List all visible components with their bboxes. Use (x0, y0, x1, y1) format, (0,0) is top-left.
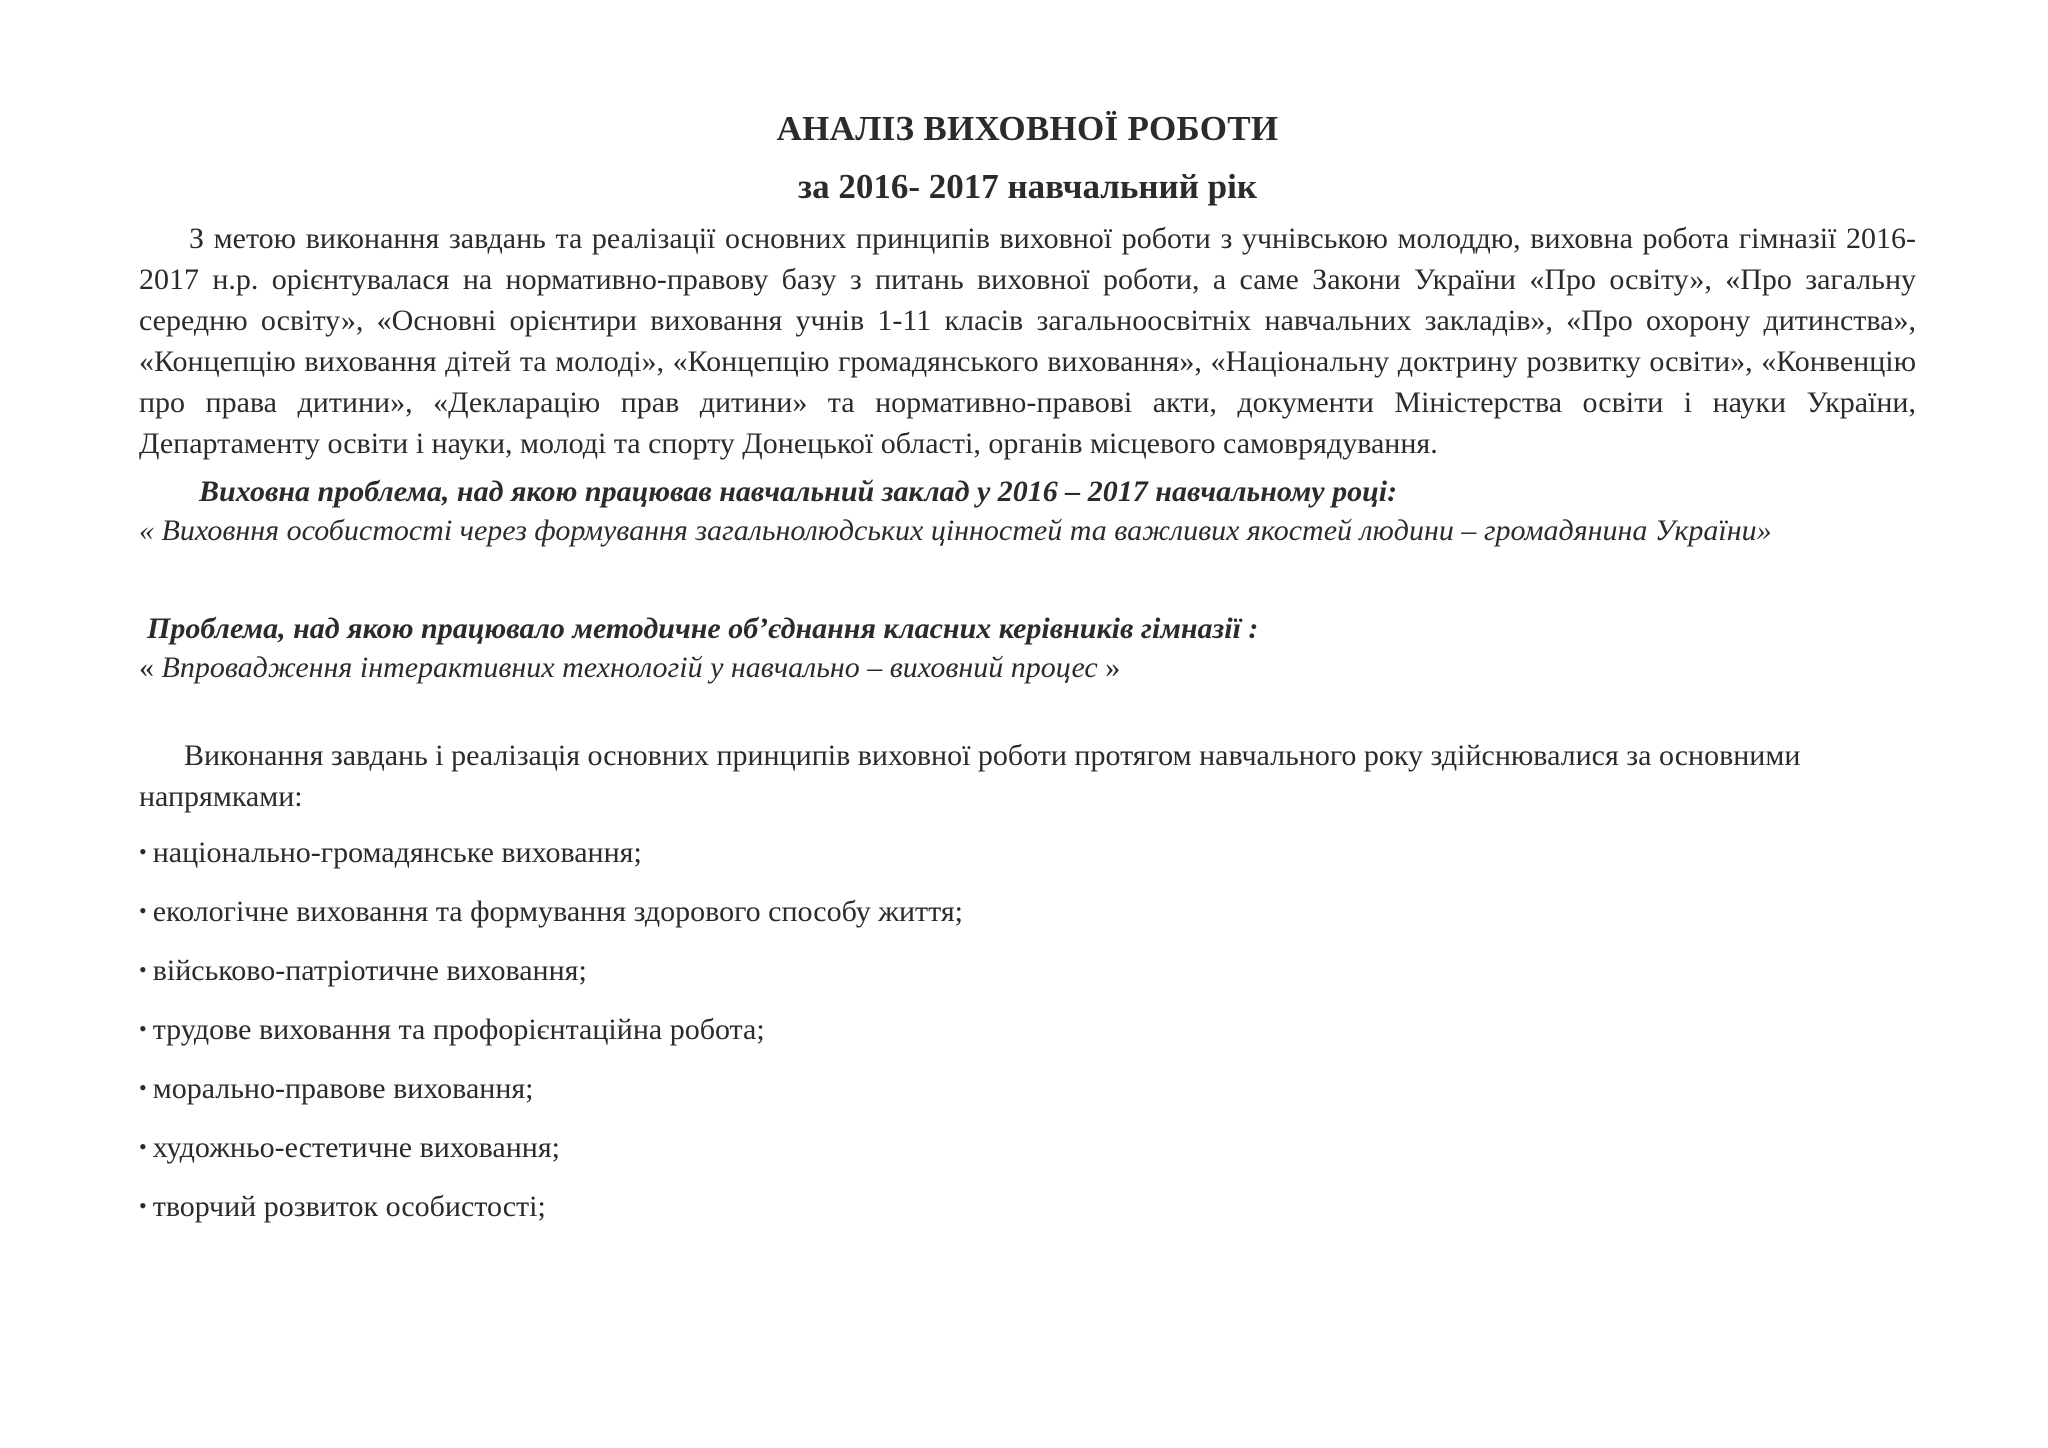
list-item (139, 833, 1916, 872)
bullet-icon: • (139, 1016, 147, 1041)
list-item (139, 1128, 1916, 1167)
intro-paragraph: З метою виконання завдань та реалізації основних принципів виховної роботи з учнівською молоддю, виховна робота гімназії 2016-2017 н.р. орієнтувалася на нормативно-правову базу з питань виховної роботи, а саме Закони України «Про освіту», «Про загальну середню освіту», «Основні орієнтири виховання учнів 1-11 класів загальноосвітніх навчальних закладів», «Про охорону дитинства», «Концепцію виховання дітей та молоді», «Концепцію громадянського виховання», «Національну доктрину розвитку освіти», «Конвенцію про права дитини», «Декларацію прав дитини» та нормативно-правові акти, документи Міністерства освіти і науки України, Департаменту освіти і науки, молоді та спорту Донецької області, органів місцевого самоврядування. (139, 222, 1916, 460)
educational-problem-text: « Виховння особистості через формування загальнолюдських цінностей та важливих якостей людини – громадянина України» (139, 514, 1772, 547)
list-item-text: трудове виховання та профорієнтаційна робота; (152, 1013, 765, 1046)
document-title: АНАЛІЗ ВИХОВНОЇ РОБОТИ (776, 109, 1279, 148)
methodical-problem-body: Впровадження інтерактивних технологій у навчально – виховний процес (154, 651, 1106, 684)
methodical-problem-heading: Проблема, над якою працювало методичне об’єднання класних керівників гімназії : (147, 612, 1259, 645)
document-subtitle: за 2016- 2017 навчальний рік (798, 167, 1257, 206)
list-item (139, 1010, 1916, 1049)
bullet-icon: • (139, 957, 147, 982)
directions-list (139, 833, 1916, 1226)
methodical-problem-text (139, 648, 1916, 687)
list-item (139, 1069, 1916, 1108)
list-item (139, 892, 1916, 931)
list-item-text: національно-громадянське виховання; (152, 836, 642, 869)
close-quote: » (1105, 651, 1121, 684)
bullet-icon: • (139, 1075, 147, 1100)
list-item-text: морально-правове виховання; (152, 1072, 534, 1105)
directions-intro: Виконання завдань і реалізація основних принципів виховної роботи протягом навчального року здійснювалися за основними напрямками: (139, 739, 1801, 813)
list-item-text: художньо-естетичне виховання; (152, 1131, 560, 1164)
list-item-text: екологічне виховання та формування здорового способу життя; (152, 895, 963, 928)
bullet-icon: • (139, 1193, 147, 1218)
educational-problem-heading: Виховна проблема, над якою працював навчальний заклад у 2016 – 2017 навчальному році: (199, 475, 1398, 508)
bullet-icon: • (139, 1134, 147, 1159)
open-quote: « (139, 651, 154, 684)
bullet-icon: • (139, 839, 147, 864)
list-item (139, 1187, 1916, 1226)
bullet-icon: • (139, 898, 147, 923)
document-page (139, 100, 1916, 1246)
list-item-text: творчий розвиток особистості; (152, 1190, 546, 1223)
list-item (139, 951, 1916, 990)
list-item-text: військово-патріотичне виховання; (152, 954, 587, 987)
